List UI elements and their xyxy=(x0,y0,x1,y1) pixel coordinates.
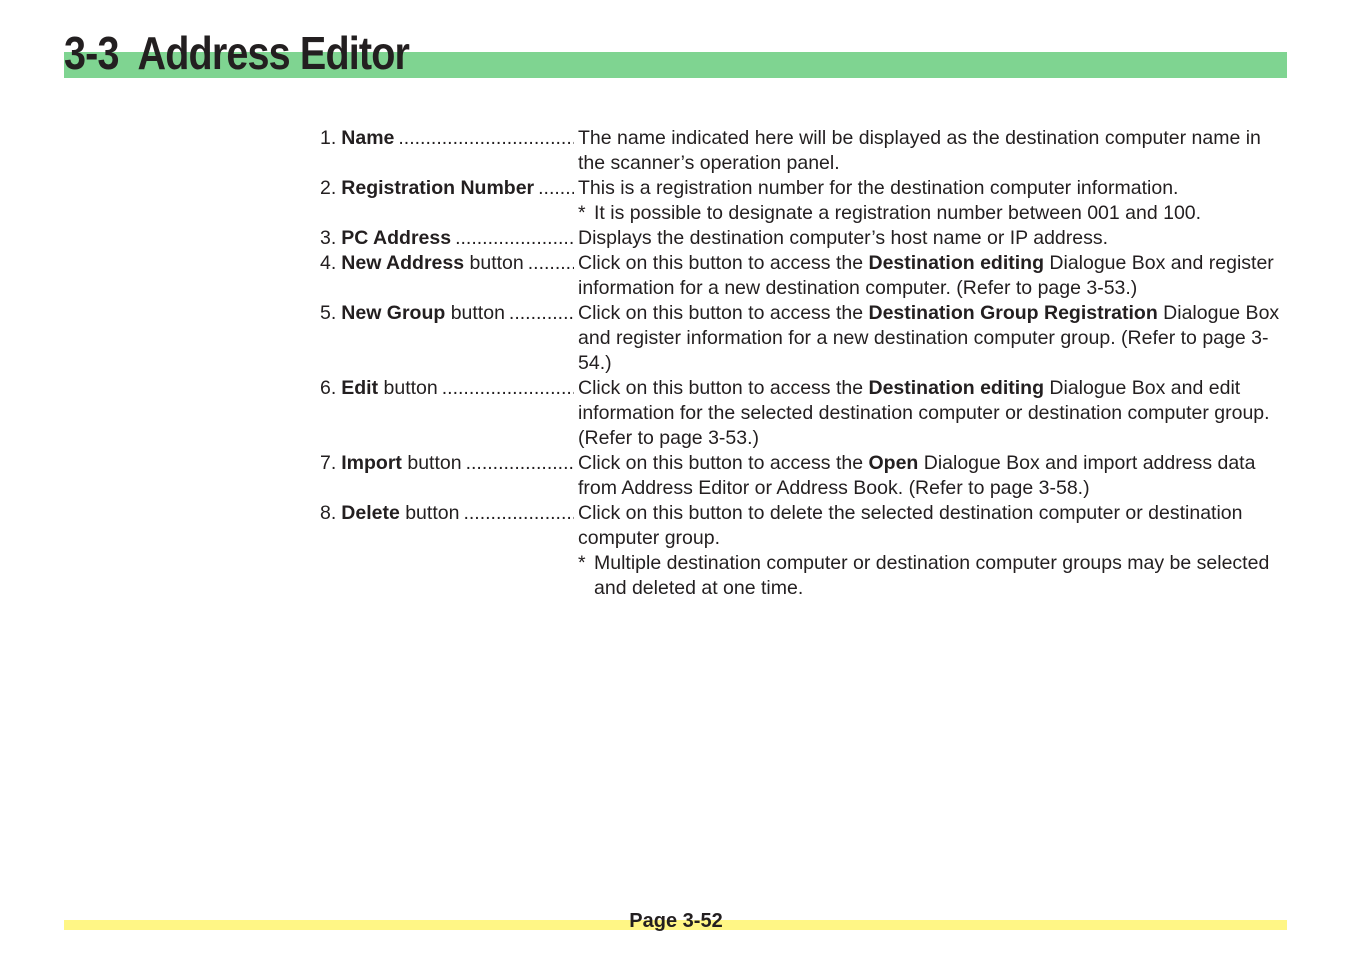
item-number: 4. xyxy=(320,252,337,274)
description-text xyxy=(578,501,1280,551)
list-item xyxy=(320,501,1280,601)
item-number: 8. xyxy=(320,502,337,524)
item-term xyxy=(320,376,578,451)
list-item xyxy=(320,451,1280,501)
list-item xyxy=(320,176,1280,226)
item-number: 7. xyxy=(320,452,337,474)
section-title: Address Editor xyxy=(137,27,410,79)
item-term xyxy=(320,126,578,176)
dialogue-name: Open xyxy=(868,452,919,474)
section-number: 3-3 xyxy=(64,27,119,79)
item-term-bold: Name xyxy=(341,127,395,149)
item-description xyxy=(578,226,1280,251)
item-term-label xyxy=(341,126,394,176)
description-segment: Click on this button to access the xyxy=(578,377,869,399)
page-title xyxy=(64,26,409,80)
item-term-label xyxy=(341,176,534,226)
description-segment: Dialogue Box and register information for a new destination computer group. (Refer to page 3-54.) xyxy=(578,302,1280,374)
item-term-suffix: button xyxy=(445,302,505,324)
item-term-bold: Delete xyxy=(341,502,400,524)
description-segment: The name indicated here will be displayed as the destination computer name in the scanner’s operation panel. xyxy=(578,127,1261,174)
item-term-suffix: button xyxy=(378,377,438,399)
item-term-suffix: button xyxy=(401,452,462,474)
item-term-bold: Registration Number xyxy=(341,177,535,199)
item-term xyxy=(320,176,578,226)
description-text xyxy=(578,226,1280,251)
item-description xyxy=(578,501,1280,601)
description-segment: Dialogue Box and edit information for the selected destination computer or destination computer group. (Refer to page 3-53.) xyxy=(578,377,1270,449)
item-term-bold: New Group xyxy=(341,302,446,324)
description-text xyxy=(578,376,1280,451)
item-term-suffix: button xyxy=(399,502,460,524)
description-text xyxy=(578,251,1280,301)
dialogue-name: Destination Group Registration xyxy=(868,302,1158,324)
list-item xyxy=(320,126,1280,176)
list-item xyxy=(320,251,1280,301)
item-term-bold: New Address xyxy=(341,252,465,274)
description-segment: Click on this button to delete the selected destination computer or destination computer group. xyxy=(578,502,1243,549)
note-text: It is possible to designate a registration number between 001 and 100. xyxy=(594,202,1202,224)
note-marker: * xyxy=(578,202,586,224)
item-description xyxy=(578,301,1280,376)
item-term xyxy=(320,251,578,301)
item-number: 1. xyxy=(320,127,337,149)
item-number: 6. xyxy=(320,377,337,399)
dot-leader xyxy=(466,451,574,501)
description-segment: Click on this button to access the xyxy=(578,452,869,474)
description-text xyxy=(578,126,1280,176)
description-text xyxy=(578,301,1280,376)
description-segment: Dialogue Box and register information for a new destination computer. (Refer to page 3-53.) xyxy=(578,252,1274,299)
list-item xyxy=(320,376,1280,451)
item-term-label xyxy=(341,376,437,451)
item-term xyxy=(320,501,578,601)
item-description xyxy=(578,176,1280,226)
dot-leader xyxy=(509,301,574,376)
description-segment: Displays the destination computer’s host name or IP address. xyxy=(578,227,1109,249)
item-term-suffix: button xyxy=(464,252,524,274)
item-description xyxy=(578,251,1280,301)
note-text: Multiple destination computer or destination computer groups may be selected and deleted at one time. xyxy=(594,552,1270,599)
dot-leader xyxy=(442,376,574,451)
item-term xyxy=(320,226,578,251)
item-number: 2. xyxy=(320,177,337,199)
dialogue-name: Destination editing xyxy=(868,252,1044,274)
description-segment: This is a registration number for the destination computer information. xyxy=(578,177,1179,199)
dot-leader xyxy=(528,251,574,301)
item-term-bold: Edit xyxy=(341,377,379,399)
item-term-label xyxy=(341,451,461,501)
description-text xyxy=(578,176,1280,201)
description-text xyxy=(578,451,1280,501)
dot-leader xyxy=(463,501,574,601)
dot-leader xyxy=(538,176,574,226)
dialogue-name: Destination editing xyxy=(868,377,1044,399)
description-segment: Click on this button to access the xyxy=(578,302,869,324)
definition-list xyxy=(320,126,1280,601)
item-number: 5. xyxy=(320,302,337,324)
item-term-label xyxy=(341,301,505,376)
dot-leader xyxy=(398,126,574,176)
item-term-label xyxy=(341,501,459,601)
item-term-label xyxy=(341,251,523,301)
description-segment: Dialogue Box and import address data from Address Editor or Address Book. (Refer to page 3-58.) xyxy=(578,452,1256,499)
dot-leader xyxy=(455,226,574,251)
item-note xyxy=(578,201,1280,226)
description-segment: Click on this button to access the xyxy=(578,252,869,274)
item-number: 3. xyxy=(320,227,337,249)
item-term-label xyxy=(341,226,451,251)
item-description xyxy=(578,451,1280,501)
page-number: Page 3-52 xyxy=(629,910,723,932)
item-description xyxy=(578,126,1280,176)
item-term xyxy=(320,451,578,501)
item-description xyxy=(578,376,1280,451)
item-term-bold: Import xyxy=(341,452,402,474)
item-note xyxy=(578,551,1280,601)
item-term xyxy=(320,301,578,376)
note-marker: * xyxy=(578,552,586,574)
list-item xyxy=(320,301,1280,376)
list-item xyxy=(320,226,1280,251)
item-term-bold: PC Address xyxy=(341,227,452,249)
